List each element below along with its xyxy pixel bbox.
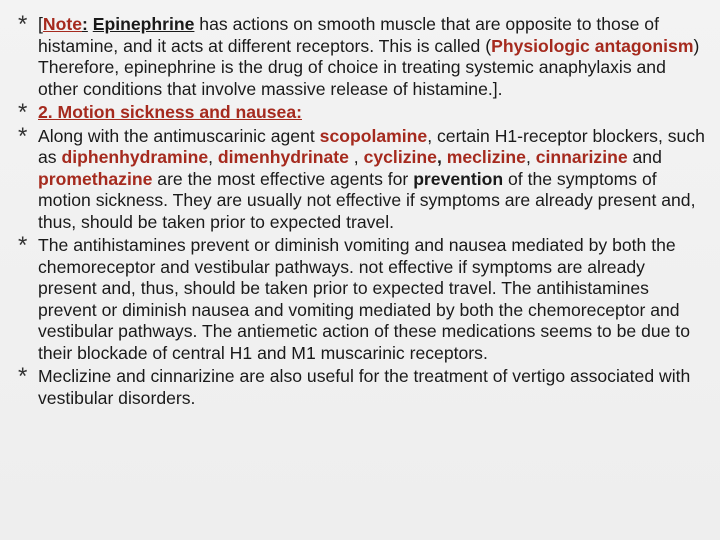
text-segment: and	[627, 147, 662, 167]
bullet-list	[18, 11, 708, 411]
text-segment: ,	[208, 147, 218, 167]
asterisk-bullet-icon: *	[18, 363, 28, 390]
text-segment: ,	[525, 147, 536, 167]
asterisk-bullet-icon: *	[18, 122, 28, 150]
text-segment: :	[82, 14, 88, 34]
bullet-paragraph	[18, 11, 708, 100]
bullet-paragraph	[18, 99, 708, 126]
text-segment: dimenhydrinate	[217, 147, 349, 167]
text-segment: are the most effective agents for	[152, 168, 414, 189]
text-segment: Physiologic antagonism	[491, 35, 694, 56]
text-segment: 2. Motion sickness and nausea:	[38, 102, 302, 122]
text-segment: Meclizine and cinnarizine are also useful for the treatment of vertigo associated with vestibular disorders.	[38, 366, 691, 408]
text-segment: ,	[348, 147, 364, 167]
text-segment: , certain H1-receptor blockers, such as	[38, 125, 705, 167]
text-segment: meclizine	[446, 147, 526, 167]
text-segment: prevention	[413, 168, 504, 189]
text-segment: promethazine	[38, 168, 153, 189]
text-segment: Along with the antimuscarinic agent	[38, 125, 320, 146]
bullet-paragraph	[18, 232, 708, 364]
asterisk-bullet-icon: *	[18, 99, 28, 126]
text-segment: ,	[436, 147, 447, 167]
text-segment: The antihistamines prevent or diminish vomiting and nausea mediated by both the chemoreceptor and vestibular pathways. not effective if symptoms are already present and, thus, should be taken prior to expected travel. The antihistamines prevent or diminish nausea and vomiting mediated by both the chemoreceptor and vestibular pathways. The antiemetic action of these medications seems to be due to their blockade of central H1 and M1 muscarinic receptors.	[38, 235, 690, 363]
text-segment: of the symptoms of motion sickness. They are usually not effective if symptoms are already present and, thus, should be taken prior to expected travel.	[38, 168, 696, 232]
bullet-paragraph	[18, 363, 708, 409]
text-segment: cyclizine	[363, 147, 437, 167]
text-segment: has actions on smooth muscle that are opposite to those of histamine, and it acts at different receptors. This is called (	[38, 14, 659, 56]
text-segment: scopolamine	[319, 125, 428, 146]
text-segment: [	[38, 14, 43, 34]
text-segment: Epinephrine	[92, 14, 195, 34]
text-segment: cinnarizine	[535, 147, 628, 167]
text-segment: ) Therefore, epinephrine is the drug of choice in treating systemic anaphylaxis and other conditions that involve massive release of histamine.].	[38, 35, 700, 99]
text-segment: diphenhydramine	[61, 147, 209, 167]
asterisk-bullet-icon: *	[18, 11, 28, 38]
bullet-paragraph	[18, 122, 708, 234]
asterisk-bullet-icon: *	[18, 232, 28, 259]
text-segment: Note	[42, 14, 82, 34]
